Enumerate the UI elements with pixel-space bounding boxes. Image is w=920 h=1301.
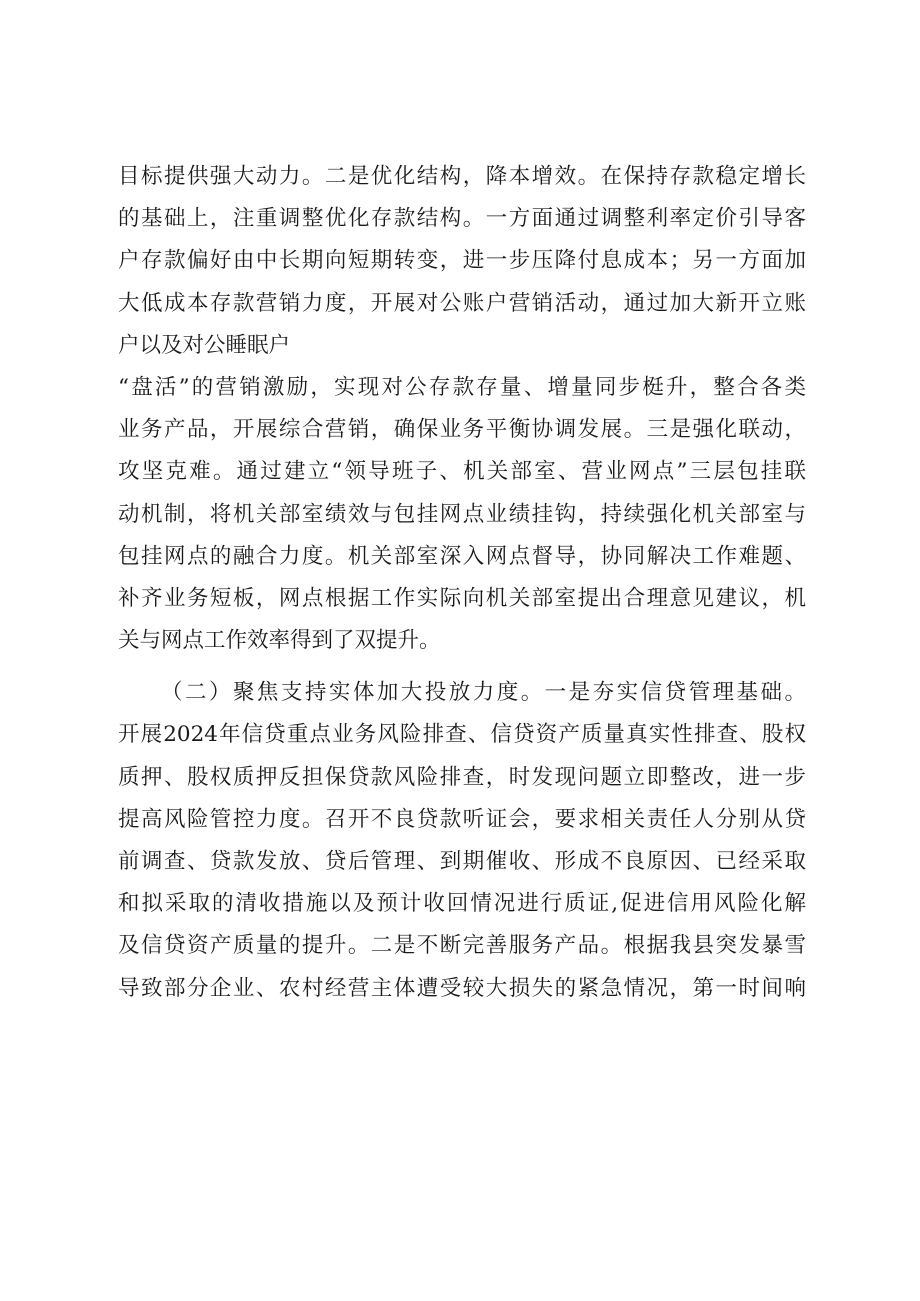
text-line: （二）聚焦支持实体加大投放力度。一是夯实信贷管理基础。	[161, 680, 806, 706]
paragraph-gap	[118, 662, 806, 672]
text-line: 大低成本存款营销力度，开展对公账户营销活动，通过加大新开立账	[118, 290, 806, 316]
text-line: 导致部分企业、农村经营主体遭受较大损失的紧急情况，第一时间响	[118, 975, 806, 1001]
text-line: 关与网点工作效率得到了双提升。	[118, 628, 441, 654]
text-line: 的基础上，注重调整优化存款结构。一方面通过调整利率定价引导客	[118, 206, 806, 232]
text-line: 包挂网点的融合力度。机关部室深入网点督导，协同解决工作难题、	[118, 543, 806, 569]
text-line: 业务产品，开展综合营销，确保业务平衡协调发展。三是强化联动，	[118, 417, 806, 443]
text-line: 质押、股权质押反担保贷款风险排查，时发现问题立即整改，进一步	[118, 764, 806, 790]
text-line: “盘活”的营销激励，实现对公存款存量、增量同步梃升，整合各类	[118, 374, 806, 400]
text-line: 提高风险管控力度。召开不良贷款听证会，要求相关责任人分别从贷	[118, 806, 806, 832]
text-line: 户以及对公睡眠户	[118, 332, 291, 358]
text-line: 及信贷资产质量的提升。二是不断完善服务产品。根据我县突发暴雪	[118, 933, 806, 959]
paragraph	[118, 156, 806, 662]
text-line: 户存款偏好由中长期向短期转变，进一步压降付息成本；另一方面加	[118, 248, 806, 274]
text-line: 动机制，将机关部室绩效与包挂网点业绩挂钩，持续强化机关部室与	[118, 501, 806, 527]
text-line: 目标提供强大动力。二是优化结构，降本增效。在保持存款稳定增长	[118, 164, 806, 189]
text-line: 攻坚克难。通过建立“领导班子、机关部室、营业网点”三层包挂联	[118, 459, 806, 485]
text-line: 开展2024年信贷重点业务风险排查、信贷资产质量真实性排查、股权	[118, 722, 806, 748]
body-text	[118, 156, 806, 1010]
text-line: 前调查、贷款发放、贷后管理、到期催收、形成不良原因、已经采取	[118, 849, 806, 874]
paragraph	[118, 672, 806, 1010]
text-line: 和拟采取的清收措施以及预计收回情况进行质证,促进信用风险化解	[118, 891, 806, 917]
text-line: 补齐业务短板，网点根据工作实际向机关部室提出合理意见建议，机	[118, 585, 806, 611]
